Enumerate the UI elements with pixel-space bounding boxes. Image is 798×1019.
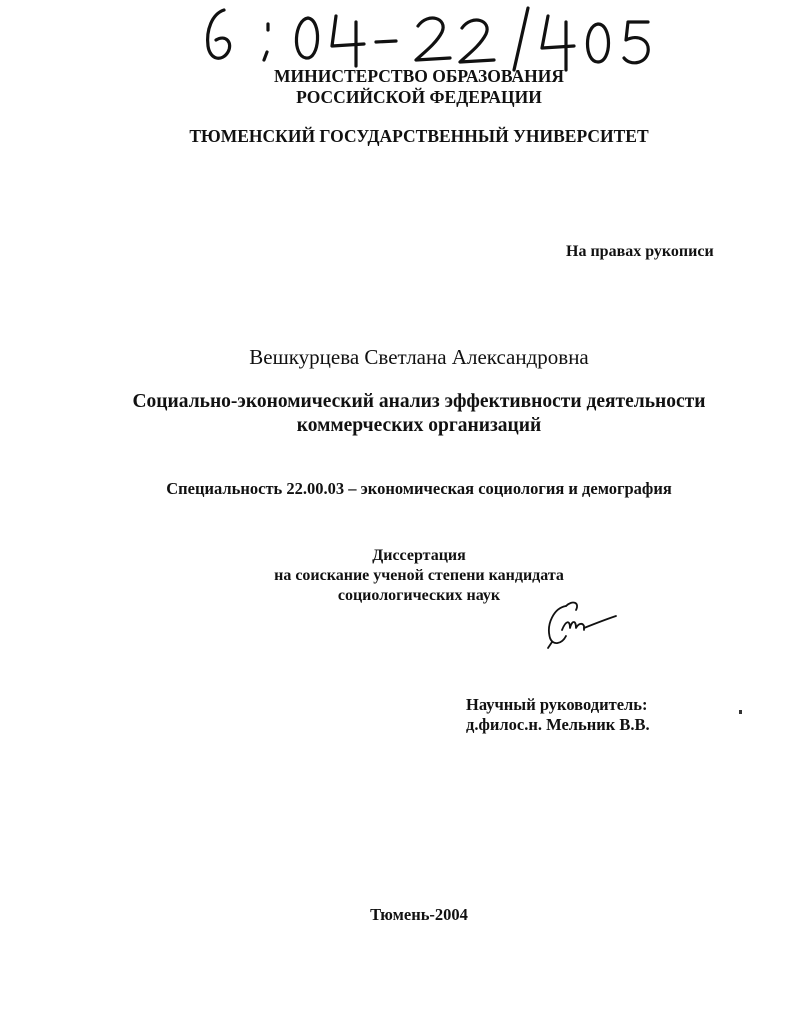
city-and-year: Тюмень-2004 <box>370 905 468 924</box>
dissertation-line-2: на соискание ученой степени кандидата <box>274 567 564 584</box>
handwritten-signature <box>540 590 622 650</box>
dissertation-block <box>20 546 798 606</box>
title-line-2: коммерческих организаций <box>296 415 542 436</box>
scan-speck <box>739 710 742 714</box>
dissertation-line-1: Диссертация <box>372 547 466 564</box>
dissertation-line-3: социологических наук <box>337 587 501 604</box>
supervisor-name: д.филос.н. Мельник В.В. <box>466 715 650 734</box>
supervisor-label: Научный руководитель: <box>466 695 648 714</box>
signature-drawing <box>540 590 622 650</box>
dissertation-title <box>20 390 798 438</box>
manuscript-rights-note: На правах рукописи <box>566 243 714 260</box>
supervisor-block <box>466 695 650 735</box>
ministry-line-1: МИНИСТЕРСТВО ОБРАЗОВАНИЯ <box>274 66 564 86</box>
university-name: ТЮМЕНСКИЙ ГОСУДАРСТВЕННЫЙ УНИВЕРСИТЕТ <box>189 126 649 146</box>
author-name: Вешкурцева Светлана Александровна <box>249 345 589 369</box>
specialty-line: Специальность 22.00.03 – экономическая социология и демография <box>166 479 672 498</box>
ministry-block <box>20 66 798 108</box>
ministry-line-2: РОССИЙСКОЙ ФЕДЕРАЦИИ <box>296 87 542 107</box>
title-line-1: Социально-экономический анализ эффективности деятельности <box>132 391 706 412</box>
